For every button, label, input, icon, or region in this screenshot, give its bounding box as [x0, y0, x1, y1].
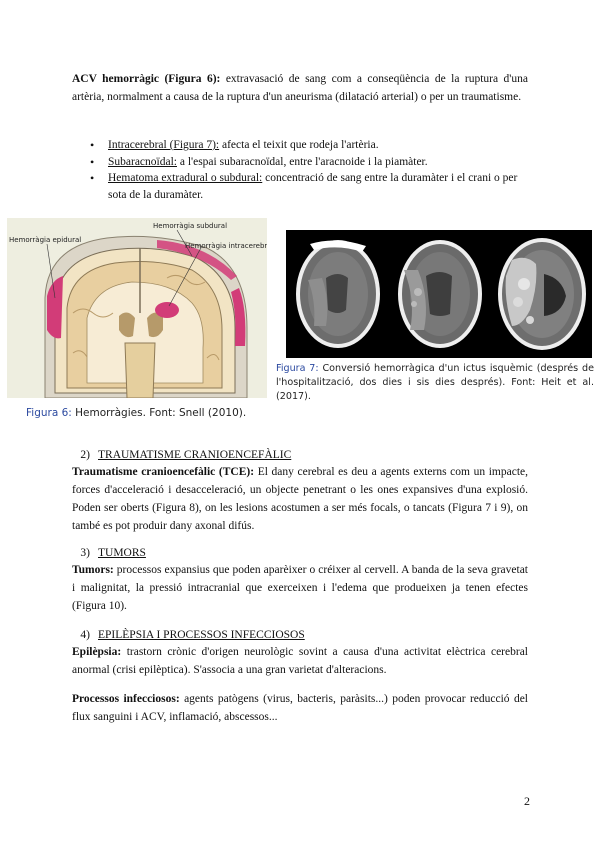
tce-text: El dany cerebral es deu a agents externs com un impacte, forces d'acceleració i desacceleració, un objecte penetrant o les ones expansives d'una explosió. Poden ser oberts (Figura 8), on les lesions acostumen a ser més focals, o tancats (Figura 7 i 9), on també es pot produir dany axonal difús.	[72, 466, 529, 532]
page-number: 2	[524, 794, 530, 808]
section-number: 3)	[80, 547, 90, 559]
acv-text: extravasació de sang com a conseqüència de la ruptura d'una artèria, normalment a causa de la ruptura d'un aneurisma (dilatació arterial) o per un traumatisme.	[72, 73, 528, 103]
hemorrhage-types-list	[108, 137, 528, 203]
bullet-label: Subaracnoïdal:	[108, 155, 177, 168]
epilepsia-text: trastorn crònic d'origen neurològic sovint a causa d'una activitat elèctrica cerebral anormal (crisi epilèptica). S'associa a una gran varietat d'alteracions.	[72, 646, 528, 676]
section-heading-traumatisme	[72, 446, 528, 464]
section-number: 4)	[80, 629, 90, 641]
brain-hemorrhage-illustration	[7, 218, 267, 398]
tumors-paragraph	[72, 561, 528, 615]
figure-7-ct-scans	[286, 230, 592, 358]
infeccions-paragraph	[72, 690, 528, 726]
bullet-text: a l'espai subaracnoïdal, entre l'aracnoide i la piamàter.	[176, 155, 428, 168]
tumors-term: Tumors:	[72, 564, 114, 576]
section-number: 2)	[80, 449, 90, 461]
section-heading-epilepsia	[72, 626, 528, 644]
label-intracerebral: Hemorràgia intracerebral	[185, 242, 267, 250]
epilepsia-paragraph	[72, 643, 528, 679]
figure-6-diagram	[7, 218, 267, 398]
figure-6-caption	[26, 406, 286, 420]
section-title: EPILÈPSIA I PROCESSOS INFECCIOSOS	[98, 629, 305, 641]
list-item	[108, 170, 528, 203]
brainstem	[125, 343, 155, 398]
ct-scan-series	[286, 230, 592, 358]
section-title: TRAUMATISME CRANIOENCEFÀLIC	[98, 449, 292, 461]
tumors-text: processos expansius que poden aparèixer o créixer al cervell. A banda de la seva gravetat i malignitat, la pressió intracranial que exerceixen i l'edema que produeixen ja tenen efectes (Figura 10).	[72, 564, 528, 612]
figure-7-caption-text: Conversió hemorràgica d'un ictus isquèmic (després de l'hospitalització, dos dies i sis dies després). Font: Heit et al. (2017).	[276, 363, 594, 402]
infeccions-term: Processos infecciosos:	[72, 693, 180, 705]
bullet-label: Hematoma extradural o subdural:	[108, 172, 263, 184]
ct-scan-2	[398, 240, 482, 348]
figure-6-caption-text: Hemorràgies. Font: Snell (2010).	[71, 407, 247, 419]
section-title: TUMORS	[98, 547, 146, 559]
figure-6-caption-label: Figura 6:	[26, 407, 72, 419]
label-epidural: Hemorràgia epidural	[9, 236, 82, 244]
section-heading-tumors	[72, 544, 528, 562]
bullet-label: Intracerebral (Figura 7):	[108, 139, 220, 151]
list-item	[108, 154, 528, 171]
bullet-text: concentració de sang entre la duramàter i el crani o per sota de la duramàter.	[108, 172, 518, 201]
infeccions-text: agents patògens (virus, bacteris, paràsits...) poden provocar reducció del flux sanguini i ACV, inflamació, abscessos...	[72, 693, 529, 723]
tce-term: Traumatisme cranioencefàlic (TCE):	[72, 466, 255, 478]
bullet-text: afecta el teixit que rodeja l'artèria.	[219, 139, 379, 151]
ct-scan-3	[498, 238, 586, 350]
acv-paragraph	[72, 70, 528, 106]
figure-7-caption	[276, 362, 594, 404]
tce-paragraph	[72, 463, 528, 535]
acv-term: ACV hemorràgic (Figura 6):	[72, 73, 221, 85]
label-subdural: Hemorràgia subdural	[153, 222, 228, 230]
epilepsia-term: Epilèpsia:	[72, 646, 122, 658]
list-item	[108, 137, 528, 154]
ct-scan-1	[296, 240, 380, 348]
figure-7-caption-label: Figura 7:	[276, 363, 319, 374]
intracerebral-hemorrhage	[155, 302, 179, 318]
